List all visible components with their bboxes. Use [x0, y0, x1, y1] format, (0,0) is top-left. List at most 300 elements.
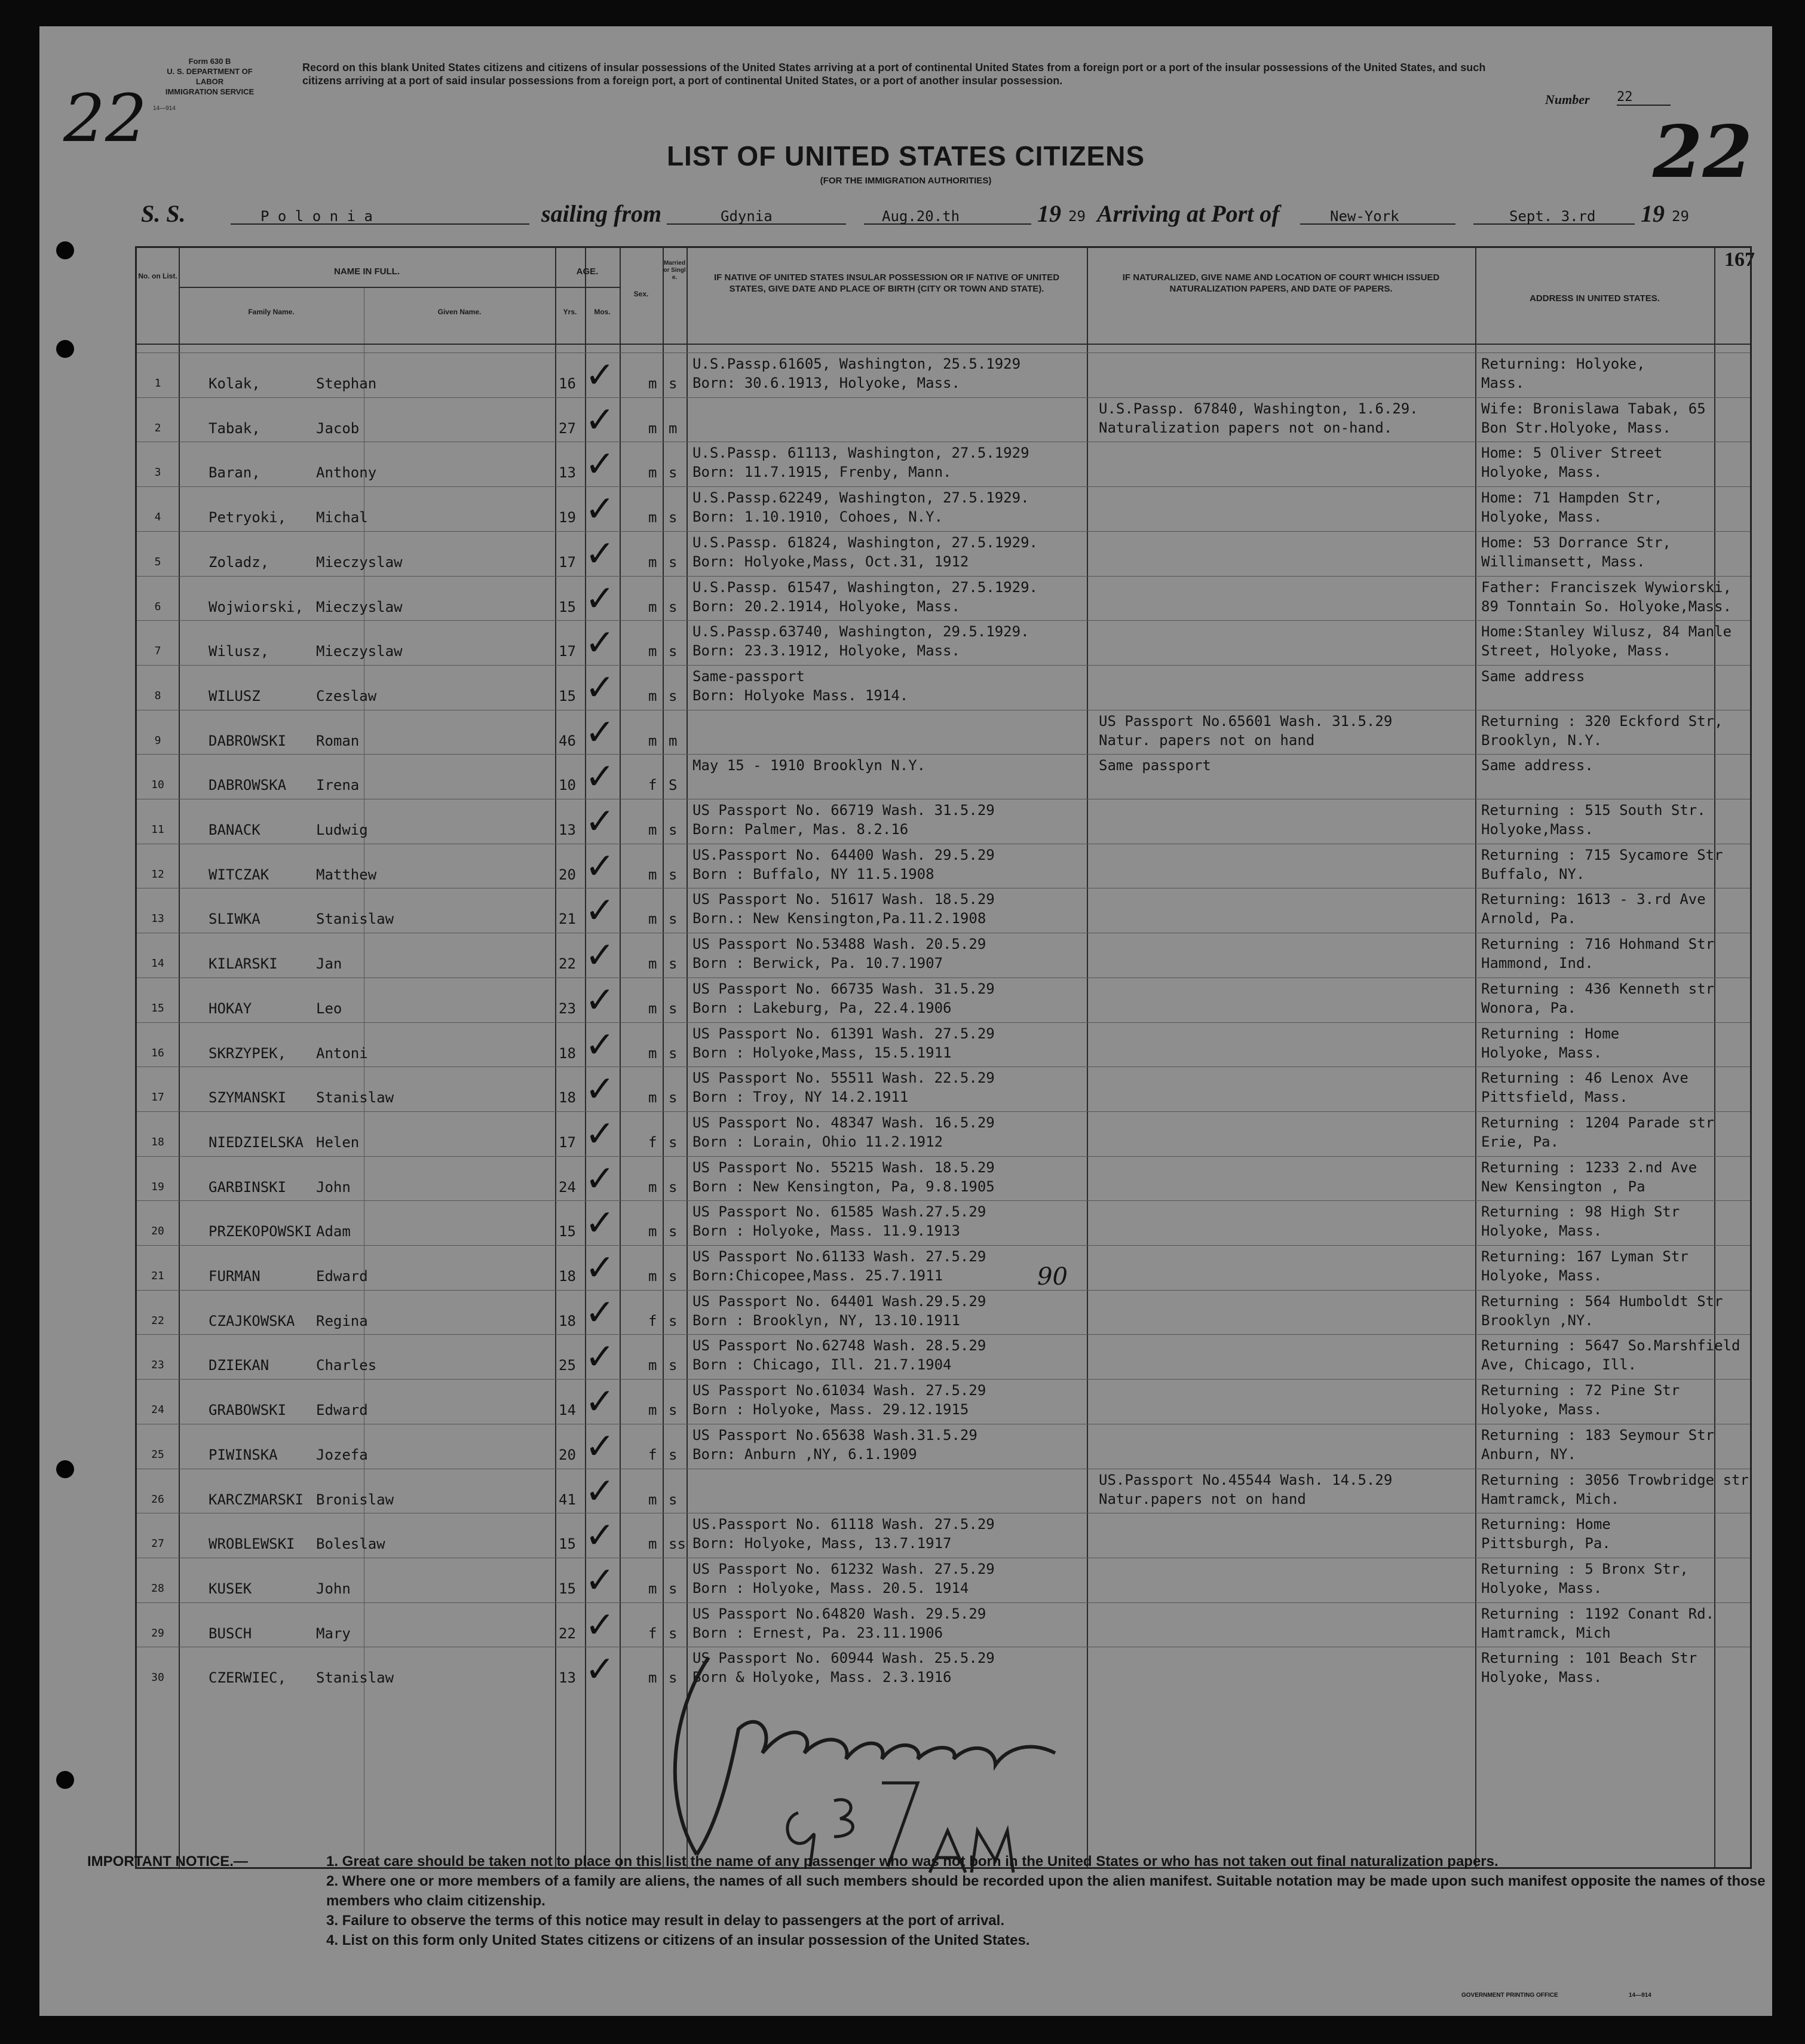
address-line-2: Holyoke, Mass.: [1481, 508, 1602, 526]
marital-status: s: [669, 687, 678, 704]
native-line-2: Born: 23.3.1912, Holyoke, Mass.: [692, 642, 960, 660]
native-line-2: Born: 30.6.1913, Holyoke, Mass.: [692, 375, 960, 391]
given-name: John: [316, 1178, 351, 1196]
list-number: 2: [154, 421, 161, 434]
address-line-1: Wife: Bronislawa Tabak, 65: [1481, 400, 1706, 417]
marital-status: s: [669, 643, 678, 660]
sex: m: [648, 553, 657, 571]
age-years: 14: [559, 1402, 576, 1419]
list-number: 20: [151, 1225, 164, 1238]
family-name: KUSEK: [209, 1580, 252, 1597]
native-line-2: Born : Troy, NY 14.2.1911: [692, 1089, 909, 1106]
address-line-2: Pittsburgh, Pa.: [1481, 1535, 1611, 1552]
marginal-note: 90: [1037, 1263, 1068, 1291]
family-name: Wilusz,: [209, 643, 269, 660]
marital-status: s: [669, 598, 678, 615]
age-years: 41: [559, 1491, 576, 1508]
native-line-1: US Passport No. 66735 Wash. 31.5.29: [692, 980, 995, 997]
voyage-line: [141, 200, 1754, 233]
family-name: Baran,: [209, 464, 261, 482]
printer-code: 14—914: [1629, 1992, 1651, 1999]
ss-label: S. S.: [141, 200, 186, 227]
sex: m: [648, 1536, 657, 1553]
native-line-2: Born : Berwick, Pa. 10.7.1907: [692, 955, 943, 972]
native-line-2: Born : Buffalo, NY 11.5.1908: [692, 865, 934, 882]
list-number: 28: [151, 1582, 164, 1595]
age-years: 15: [559, 598, 576, 615]
given-name: Leo: [316, 1000, 342, 1017]
native-line-1: US Passport No. 60944 Wash. 25.5.29: [692, 1650, 995, 1667]
naturalized-line-1: US Passport No.65601 Wash. 31.5.29: [1099, 712, 1393, 730]
table-row: [137, 531, 1750, 575]
given-name: Stanislaw: [316, 1669, 394, 1687]
given-name: Charles: [316, 1357, 377, 1374]
native-line-1: US Passport No.53488 Wash. 20.5.29: [692, 936, 986, 953]
address-line-2: Hammond, Ind.: [1481, 955, 1593, 972]
age-years: 18: [559, 1089, 576, 1107]
given-name: Adam: [316, 1223, 351, 1240]
sex: f: [648, 1312, 657, 1329]
list-number: 30: [151, 1671, 164, 1684]
given-name: Jacob: [316, 419, 360, 437]
table-row: [137, 1558, 1750, 1602]
depart-date: Aug.20.th: [882, 208, 960, 225]
marital-status: s: [669, 1491, 678, 1508]
number-label: Number: [1545, 92, 1590, 107]
given-name: Ludwig: [316, 822, 368, 838]
table-row: [137, 353, 1750, 397]
sex: m: [648, 1268, 657, 1285]
native-line-2: Born : Chicago, Ill. 21.7.1904: [692, 1356, 952, 1374]
marital-status: s: [669, 1625, 678, 1642]
address-line-2: Ave, Chicago, Ill.: [1481, 1356, 1637, 1374]
given-name: Edward: [316, 1268, 368, 1285]
list-number: 16: [151, 1046, 164, 1059]
punch-hole: [56, 1771, 74, 1789]
marital-status: s: [669, 1446, 678, 1463]
checkmark-icon: ✓: [585, 1023, 615, 1066]
checkmark-icon: ✓: [585, 1648, 615, 1691]
address-line-1: Returning : 716 Hohmand Str: [1481, 936, 1715, 953]
form-instructions: Record on this blank United States citizens and citizens of insular possessions of the United States arriving at a port of continental United States from a foreign port or a port of the insular possessions of the United States, and such citizens arriving at a port of said insular possessions from a foreign port, a port of continental United States, or a port of another insular possession.: [302, 62, 1486, 87]
address-line-2: Holyoke, Mass.: [1481, 1267, 1602, 1284]
address-line-1: Returning : 1192 Conant Rd.: [1481, 1605, 1715, 1622]
native-line-2: Born : Ernest, Pa. 23.11.1906: [692, 1624, 943, 1641]
address-line-2: Holyoke,Mass.: [1481, 821, 1593, 838]
header-yrs: Yrs.: [563, 308, 577, 316]
age-years: 13: [559, 464, 576, 482]
native-line-1: U.S.Passp. 61113, Washington, 27.5.1929: [692, 445, 1029, 462]
marital-status: s: [669, 955, 678, 973]
age-years: 23: [559, 1000, 576, 1017]
address-line-2: New Kensington , Pa: [1481, 1178, 1645, 1195]
age-years: 15: [559, 1580, 576, 1597]
header-married: Married or Single.: [663, 260, 686, 281]
ship-name: P o l o n i a: [261, 208, 373, 225]
table-row: [137, 442, 1750, 486]
native-line-2: Born: 1.10.1910, Cohoes, N.Y.: [692, 508, 943, 526]
family-name: GARBINSKI: [209, 1178, 287, 1196]
address-line-1: Returning : 72 Pine Str: [1481, 1382, 1680, 1399]
address-line-2: Erie, Pa.: [1481, 1133, 1559, 1150]
list-number: 12: [151, 868, 164, 881]
family-name: BUSCH: [209, 1625, 252, 1642]
punch-hole: [56, 1460, 74, 1478]
native-line-2: Born: Holyoke,Mass, Oct.31, 1912: [692, 553, 969, 570]
address-line-2: Holyoke, Mass.: [1481, 1669, 1602, 1686]
marital-status: s: [669, 1044, 678, 1062]
age-years: 15: [559, 687, 576, 704]
notice-item: 2. Where one or more members of a family are aliens, the names of all such members should be recorded upon the alien manifest. Suitable notation may be made upon such manifest opposite the names of those members who claim citizenship.: [326, 1873, 1766, 1909]
checkmark-icon: ✓: [585, 622, 615, 664]
marital-status: s: [669, 1133, 678, 1151]
given-name: Antoni: [316, 1044, 368, 1062]
sex: m: [648, 509, 657, 526]
age-years: 20: [559, 1446, 576, 1463]
table-row: [137, 1111, 1750, 1156]
sex: m: [648, 375, 657, 392]
checkmark-icon: ✓: [585, 1157, 615, 1200]
checkmark-icon: ✓: [585, 1291, 615, 1334]
address-line-2: Street, Holyoke, Mass.: [1481, 642, 1671, 660]
marital-status: s: [669, 1402, 678, 1419]
page-title: LIST OF UNITED STATES CITIZENS: [666, 140, 1145, 171]
address-line-2: Anburn, NY.: [1481, 1445, 1576, 1463]
checkmark-icon: ✓: [585, 399, 615, 441]
notice-item: 1. Great care should be taken not to place on this list the name of any passenger who was not born in the United States or who has not taken out final naturalization papers.: [326, 1853, 1498, 1870]
family-name: Zoladz,: [209, 553, 269, 571]
header-address: ADDRESS IN UNITED STATES.: [1530, 293, 1660, 304]
family-name: Tabak,: [209, 419, 261, 437]
sex: m: [648, 1044, 657, 1062]
address-line-1: Returning : 436 Kenneth str: [1481, 980, 1715, 997]
family-name: SKRZYPEK,: [209, 1044, 287, 1062]
sex: m: [648, 1402, 657, 1419]
header-age: AGE.: [576, 266, 599, 277]
sex: m: [648, 1178, 657, 1196]
given-name: Jan: [316, 955, 342, 973]
family-name: WROBLEWSKI: [209, 1536, 295, 1553]
marital-status: s: [669, 1178, 678, 1196]
naturalized-line-1: U.S.Passp. 67840, Washington, 1.6.29.: [1099, 400, 1418, 417]
address-line-1: Returning : 320 Eckford Str,: [1481, 712, 1723, 730]
table-row: [137, 888, 1750, 932]
native-line-1: US.Passport No. 61118 Wash. 27.5.29: [692, 1516, 995, 1533]
list-number: 5: [154, 555, 161, 568]
native-line-1: US Passport No. 51617 Wash. 18.5.29: [692, 891, 995, 908]
marital-status: s: [669, 1223, 678, 1240]
table-row: [137, 1290, 1750, 1334]
list-number: 10: [151, 779, 164, 792]
native-line-1: U.S.Passp.62249, Washington, 27.5.1929.: [692, 489, 1029, 507]
sex: m: [648, 1491, 657, 1508]
address-line-1: Returning : 515 South Str.: [1481, 802, 1706, 819]
address-line-1: Returning : 101 Beach Str: [1481, 1650, 1697, 1667]
sex: m: [648, 732, 657, 749]
checkmark-icon: ✓: [585, 666, 615, 709]
family-name: DABROWSKI: [209, 732, 287, 749]
native-line-2: Born : Holyoke,Mass, 15.5.1911: [692, 1044, 952, 1061]
service: IMMIGRATION SERVICE: [165, 87, 255, 96]
table-row: [137, 754, 1750, 798]
native-line-2: Born : Holyoke, Mass. 11.9.1913: [692, 1222, 960, 1240]
arrival-year: 29: [1672, 208, 1689, 225]
family-name: PRZEKOPOWSKI: [209, 1223, 312, 1240]
given-name: Irena: [316, 777, 360, 794]
marital-status: m: [669, 419, 678, 437]
list-number: 22: [151, 1314, 164, 1327]
address-line-2: Holyoke, Mass.: [1481, 1579, 1602, 1596]
from-port: Gdynia: [721, 208, 773, 225]
age-years: 13: [559, 822, 576, 838]
native-line-1: US Passport No.61133 Wash. 27.5.29: [692, 1248, 986, 1265]
address-line-2: Willimansett, Mass.: [1481, 553, 1645, 570]
given-name: Edward: [316, 1402, 368, 1419]
address-line-1: Returning: 167 Lyman Str: [1481, 1248, 1688, 1265]
family-name: WITCZAK: [209, 866, 269, 883]
native-line-1: U.S.Passp.63740, Washington, 29.5.1929.: [692, 623, 1029, 641]
native-line-2: Born : New Kensington, Pa, 9.8.1905: [692, 1178, 995, 1195]
age-years: 16: [559, 375, 576, 392]
native-line-2: Born: Holyoke, Mass, 13.7.1917: [692, 1535, 952, 1552]
table-row: [137, 397, 1750, 442]
native-line-1: US Passport No. 64401 Wash.29.5.29: [692, 1292, 986, 1310]
age-years: 27: [559, 419, 576, 437]
address-line-1: Returning : 46 Lenox Ave: [1481, 1070, 1688, 1087]
header-sex: Sex.: [633, 290, 649, 298]
given-name: Matthew: [316, 866, 377, 883]
passenger-table: [135, 246, 1752, 1869]
marital-status: s: [669, 1357, 678, 1374]
native-line-1: US Passport No. 66719 Wash. 31.5.29: [692, 802, 995, 819]
table-row: [137, 1200, 1750, 1245]
address-line-2: Brooklyn, N.Y.: [1481, 731, 1602, 749]
sex: m: [648, 866, 657, 883]
native-line-1: US Passport No. 55215 Wash. 18.5.29: [692, 1159, 995, 1176]
punch-hole: [56, 241, 74, 259]
naturalized-line-2: Natur.papers not on hand: [1099, 1490, 1306, 1507]
family-name: GRABOWSKI: [209, 1402, 287, 1419]
list-number: 17: [151, 1091, 164, 1104]
checkmark-icon: ✓: [585, 1381, 615, 1423]
header-given: Given Name.: [437, 308, 482, 316]
native-line-1: US Passport No. 61391 Wash. 27.5.29: [692, 1025, 995, 1042]
native-line-1: US Passport No.62748 Wash. 28.5.29: [692, 1337, 986, 1355]
table-row: [137, 486, 1750, 531]
given-name: Boleslaw: [316, 1536, 385, 1553]
address-line-2: 89 Tonntain So. Holyoke,Mass.: [1481, 597, 1732, 615]
checkmark-icon: ✓: [585, 443, 615, 486]
checkmark-icon: ✓: [585, 1202, 615, 1245]
list-number: 29: [151, 1626, 164, 1640]
checkmark-icon: ✓: [585, 1247, 615, 1289]
header-family: Family Name.: [248, 308, 295, 316]
list-number: 19: [151, 1180, 164, 1193]
sex: m: [648, 1580, 657, 1597]
native-line-1: US Passport No.65638 Wash.31.5.29: [692, 1426, 977, 1444]
age-years: 20: [559, 866, 576, 883]
checkmark-icon: ✓: [585, 1604, 615, 1646]
address-line-1: Father: Franciszek Wywiorski,: [1481, 578, 1732, 596]
family-name: HOKAY: [209, 1000, 252, 1017]
given-name: Mieczyslaw: [316, 598, 403, 615]
given-name: Helen: [316, 1133, 360, 1151]
marital-status: S: [669, 777, 678, 794]
table-row: [137, 933, 1750, 977]
header-native: IF NATIVE OF UNITED STATES INSULAR POSSESSION OR IF NATIVE OF UNITED STATES, GIVE DATE AND PLACE OF BIRTH (CITY OR TOWN AND STATE).: [713, 272, 1060, 294]
table-row: [137, 576, 1750, 620]
list-number: 4: [154, 511, 161, 524]
family-name: NIEDZIELSKA: [209, 1133, 304, 1151]
native-line-2: Born.: New Kensington,Pa.11.2.1908: [692, 910, 986, 927]
address-line-1: Home: 71 Hampden Str,: [1481, 489, 1663, 507]
native-line-2: Born : Lorain, Ohio 11.2.1912: [692, 1133, 943, 1150]
checkmark-icon: ✓: [585, 756, 615, 798]
list-number: 23: [151, 1359, 164, 1372]
native-line-2: Born : Lakeburg, Pa, 22.4.1906: [692, 999, 952, 1016]
family-name: SLIWKA: [209, 911, 261, 928]
list-number: 26: [151, 1493, 164, 1506]
age-years: 15: [559, 1536, 576, 1553]
table-row: [137, 1379, 1750, 1423]
given-name: Bronislaw: [316, 1491, 394, 1508]
native-line-1: US.Passport No. 64400 Wash. 29.5.29: [692, 846, 995, 863]
native-line-2: Born: 20.2.1914, Holyoke, Mass.: [692, 597, 960, 615]
header-naturalized: IF NATURALIZED, GIVE NAME AND LOCATION OF COURT WHICH ISSUED NATURALIZATION PAPERS, AND DATE OF PAPERS.: [1122, 272, 1440, 294]
naturalized-line-1: US.Passport No.45544 Wash. 14.5.29: [1099, 1471, 1393, 1488]
age-years: 24: [559, 1178, 576, 1196]
list-number: 3: [154, 466, 161, 479]
list-number: 25: [151, 1448, 164, 1461]
address-line-1: Returning : 5 Bronx Str,: [1481, 1560, 1688, 1577]
depart-year: 29: [1068, 208, 1086, 225]
table-row: [137, 799, 1750, 843]
table-row: [137, 1513, 1750, 1557]
family-name: Wojwiorski,: [209, 598, 304, 615]
marital-status: s: [669, 509, 678, 526]
sex: f: [648, 1446, 657, 1463]
address-line-2: Brooklyn ,NY.: [1481, 1311, 1593, 1329]
sex: m: [648, 598, 657, 615]
address-line-1: Returning: Home: [1481, 1516, 1611, 1533]
given-name: Jozefa: [316, 1446, 368, 1463]
age-years: 18: [559, 1312, 576, 1329]
family-name: CZERWIEC,: [209, 1669, 287, 1687]
given-name: Michal: [316, 509, 368, 526]
manifest-page: [39, 26, 1772, 2016]
form-header: [153, 56, 266, 97]
sex: m: [648, 464, 657, 482]
sex: m: [648, 1000, 657, 1017]
naturalized-line-1: Same passport: [1099, 757, 1211, 774]
address-line-2: Mass.: [1481, 375, 1525, 391]
address-line-1: Same address: [1481, 667, 1585, 685]
sex: m: [648, 687, 657, 704]
table-row: [137, 844, 1750, 888]
list-number: 7: [154, 645, 161, 658]
checkmark-icon: ✓: [585, 1425, 615, 1467]
naturalized-line-2: Natur. papers not on hand: [1099, 731, 1315, 749]
family-name: BANACK: [209, 822, 261, 838]
sex: m: [648, 1669, 657, 1687]
address-line-2: Hamtramck, Mich.: [1481, 1490, 1620, 1507]
list-number: 13: [151, 912, 164, 926]
list-number: 27: [151, 1537, 164, 1550]
given-name: John: [316, 1580, 351, 1597]
age-years: 17: [559, 1133, 576, 1151]
arrival-date: Sept. 3.rd: [1509, 208, 1596, 225]
given-name: Mary: [316, 1625, 351, 1642]
family-name: PIWINSKA: [209, 1446, 278, 1463]
family-name: KILARSKI: [209, 955, 278, 973]
printer-credit: GOVERNMENT PRINTING OFFICE: [1461, 1992, 1558, 1999]
address-line-1: Returning : 1204 Parade str: [1481, 1114, 1715, 1131]
sex: m: [648, 643, 657, 660]
given-name: Mieczyslaw: [316, 643, 403, 660]
address-line-2: Holyoke, Mass.: [1481, 1222, 1602, 1240]
family-name: DABROWSKA: [209, 777, 287, 794]
native-line-1: US Passport No.61034 Wash. 27.5.29: [692, 1382, 986, 1399]
native-line-1: US Passport No. 61232 Wash. 27.5.29: [692, 1560, 995, 1577]
address-line-1: Returning : 98 High Str: [1481, 1203, 1680, 1221]
arriving-label: Arriving at Port of: [1097, 200, 1280, 227]
given-name: Stephan: [316, 375, 377, 392]
checkmark-icon: ✓: [585, 711, 615, 753]
family-name: SZYMANSKI: [209, 1089, 287, 1107]
marital-status: ss: [669, 1536, 686, 1553]
arrival-port: New-York: [1330, 208, 1399, 225]
address-line-1: Returning : 3056 Trowbridge str: [1481, 1471, 1749, 1488]
marital-status: s: [669, 911, 678, 928]
address-line-2: Pittsfield, Mass.: [1481, 1089, 1628, 1106]
checkmark-icon: ✓: [585, 488, 615, 531]
given-name: Regina: [316, 1312, 368, 1329]
sex: f: [648, 777, 657, 794]
header-name: NAME IN FULL.: [334, 266, 400, 277]
address-line-2: Hamtramck, Mich: [1481, 1624, 1611, 1641]
family-name: WILUSZ: [209, 687, 261, 704]
address-line-1: Home:Stanley Wilusz, 84 Manle: [1481, 623, 1732, 641]
table-row: [137, 1022, 1750, 1067]
address-line-2: Wonora, Pa.: [1481, 999, 1576, 1016]
address-line-1: Returning : 1233 2.nd Ave: [1481, 1159, 1697, 1176]
table-row: [137, 1156, 1750, 1200]
checkmark-icon: ✓: [585, 934, 615, 977]
address-line-1: Returning : 564 Humboldt Str: [1481, 1292, 1723, 1310]
marital-status: s: [669, 1089, 678, 1107]
checkmark-icon: ✓: [585, 354, 615, 396]
age-years: 19: [559, 509, 576, 526]
address-line-1: Returning: 1613 - 3.rd Ave: [1481, 891, 1706, 908]
sex: m: [648, 955, 657, 973]
age-years: 17: [559, 643, 576, 660]
marital-status: s: [669, 375, 678, 392]
address-line-1: Returning: Holyoke,: [1481, 356, 1645, 372]
marital-status: s: [669, 866, 678, 883]
age-years: 22: [559, 1625, 576, 1642]
sex: m: [648, 911, 657, 928]
checkmark-icon: ✓: [585, 1068, 615, 1111]
handwritten-number-right: 22: [1653, 110, 1752, 194]
list-number: 14: [151, 957, 164, 970]
table-row: [137, 710, 1750, 754]
checkmark-icon: ✓: [585, 890, 615, 932]
list-number: 18: [151, 1135, 164, 1148]
native-line-1: U.S.Passp. 61824, Washington, 27.5.1929.: [692, 534, 1038, 551]
address-line-1: Returning : Home: [1481, 1025, 1620, 1042]
sex: m: [648, 1357, 657, 1374]
table-row: [137, 977, 1750, 1022]
